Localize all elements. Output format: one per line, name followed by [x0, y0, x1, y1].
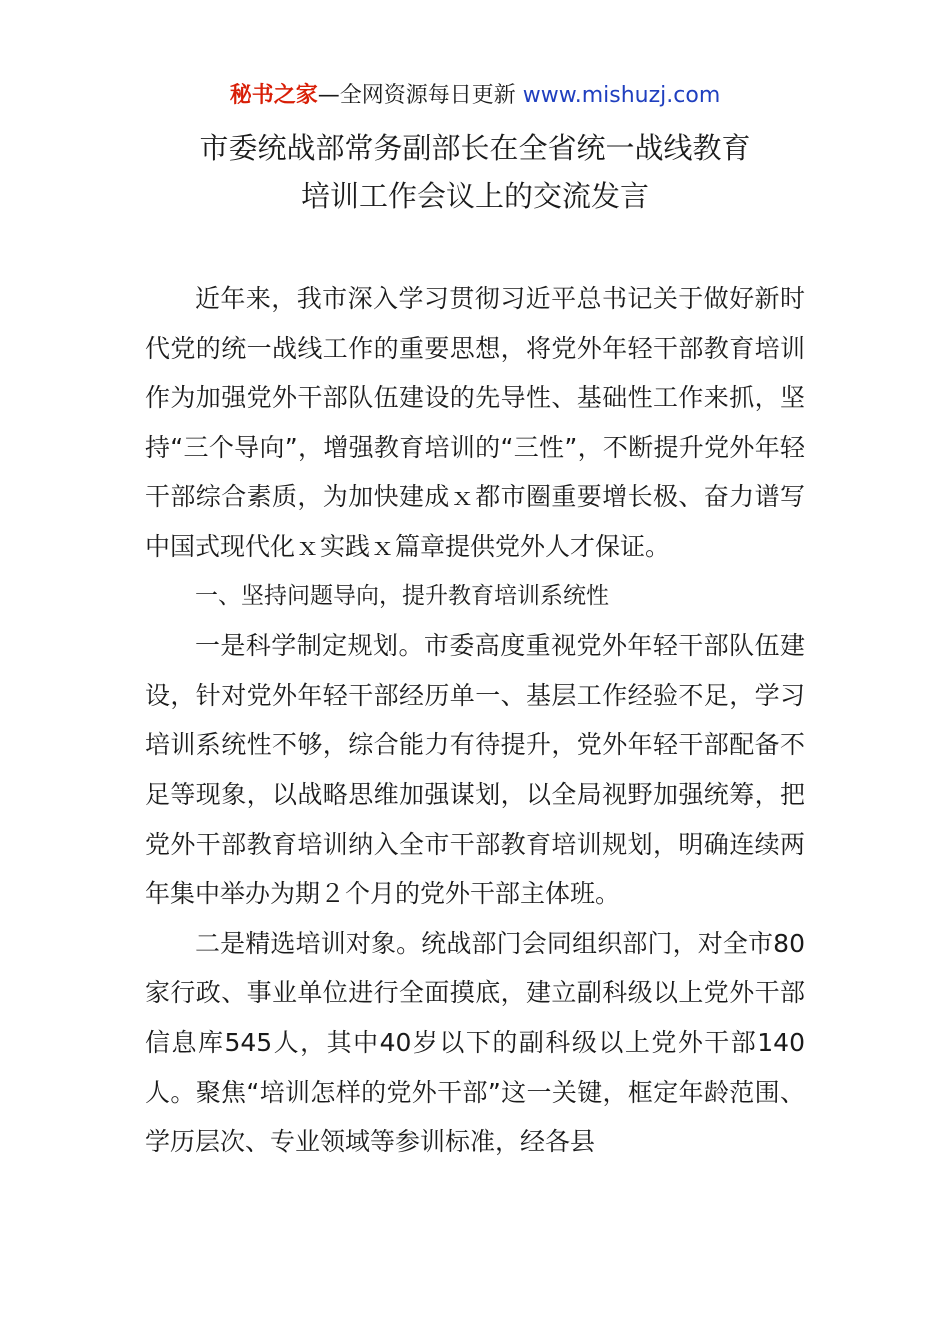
brand-name: 秘书之家: [229, 83, 318, 108]
intro-paragraph: 近年来，我市深入学习贯彻习近平总书记关于做好新时代党的统一战线工作的重要思想，将党外年轻干部教育培训作为加强党外干部队伍建设的先导性、基础性工作来抓，坚持“三个导向”，增强教育培训的“三性”，不断提升党外年轻干部综合素质，为加快建成ｘ都市圈重要增长极、奋力谱写中国式现代化ｘ实践ｘ篇章提供党外人才保证。: [145, 284, 805, 561]
title-line-1: 市委统战部常务副部长在全省统一战线教育: [199, 131, 751, 165]
paragraph-selection: 二是精选培训对象。统战部门会同组织部门，对全市80家行政、事业单位进行全面摸底，建立副科级以上党外干部信息库545人，其中40岁以下的副科级以上党外干部140人。聚焦“培训怎样的党外干部”这一关键，框定年龄范围、学历层次、专业领域等参训标准，经各县: [145, 928, 805, 1157]
site-header: [0, 80, 950, 112]
document-title: [0, 124, 950, 220]
paragraph-planning: 一是科学制定规划。市委高度重视党外年轻干部队伍建设，针对党外年轻干部经历单一、基层工作经验不足，学习培训系统性不够，综合能力有待提升，党外年轻干部配备不足等现象，以战略思维加强谋划，以全局视野加强统筹，把党外干部教育培训纳入全市干部教育培训规划，明确连续两年集中举办为期２个月的党外干部主体班。: [145, 631, 805, 909]
document-body: [145, 274, 805, 1167]
site-url-link[interactable]: www.mishuzj.com: [522, 83, 721, 108]
title-line-2: 培训工作会议上的交流发言: [300, 179, 649, 213]
section-heading-1: 一、坚持问题导向，提升教育培训系统性: [195, 582, 609, 609]
header-tagline: —全网资源每日更新: [317, 83, 523, 108]
